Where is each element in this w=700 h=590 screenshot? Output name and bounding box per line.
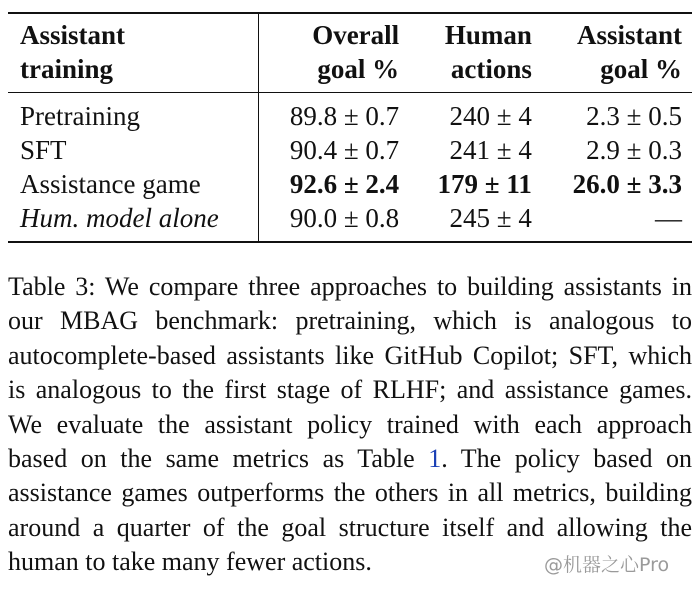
header-method: Assistant: [8, 13, 259, 52]
row-goal: —: [655, 203, 682, 233]
watermark: @机器之心Pro: [544, 554, 670, 576]
row-method: SFT: [8, 133, 259, 167]
header-method-sub: training: [8, 52, 259, 93]
table-row: [8, 133, 692, 167]
table-row: [8, 201, 692, 242]
row-actions: 179 ± 11: [437, 169, 532, 199]
row-actions: 245 ± 4: [449, 203, 532, 233]
table-row: [8, 167, 692, 201]
header-human: Human: [444, 20, 532, 50]
row-actions: 241 ± 4: [449, 135, 532, 165]
header-human-sub: actions: [409, 52, 542, 93]
caption-text-end: . The policy based on assistance games outperforms the others in all metrics, building around a quarter of the goal structure itself and allowing the human to take many fewer actions.: [8, 444, 692, 577]
header-assistant-sub: goal %: [542, 52, 692, 93]
header-overall-sub: goal %: [259, 52, 410, 93]
row-method: Hum. model alone: [8, 201, 259, 242]
row-overall: 90.0 ± 0.8: [289, 203, 400, 233]
row-method: Pretraining: [8, 93, 259, 134]
row-goal: 2.3 ± 0.5: [586, 101, 682, 131]
table-caption: [8, 270, 692, 580]
row-overall: 90.4 ± 0.7: [289, 135, 400, 165]
row-method: Assistance game: [8, 167, 259, 201]
row-goal: 2.9 ± 0.3: [586, 135, 682, 165]
header-assistant: Assistant: [576, 20, 682, 50]
row-overall: 92.6 ± 2.4: [289, 169, 400, 199]
row-actions: 240 ± 4: [449, 101, 532, 131]
table-row: [8, 93, 692, 134]
table-reference-link[interactable]: 1: [428, 444, 442, 474]
row-overall: 89.8 ± 0.7: [289, 101, 400, 131]
row-goal: 26.0 ± 3.3: [572, 169, 682, 199]
header-overall: Overall: [312, 20, 400, 50]
results-table: [8, 12, 692, 243]
caption-text: Table 3: We compare three approaches to building assistants in our MBAG benchmark: pretraining, which is analogous to autocomplete-based assistants like GitHub Copilot; SFT, which is analogous to the first stage of RLHF; and assistance games. We evaluate the assistant policy trained with each approach based on the same metrics as Table: [8, 272, 692, 474]
